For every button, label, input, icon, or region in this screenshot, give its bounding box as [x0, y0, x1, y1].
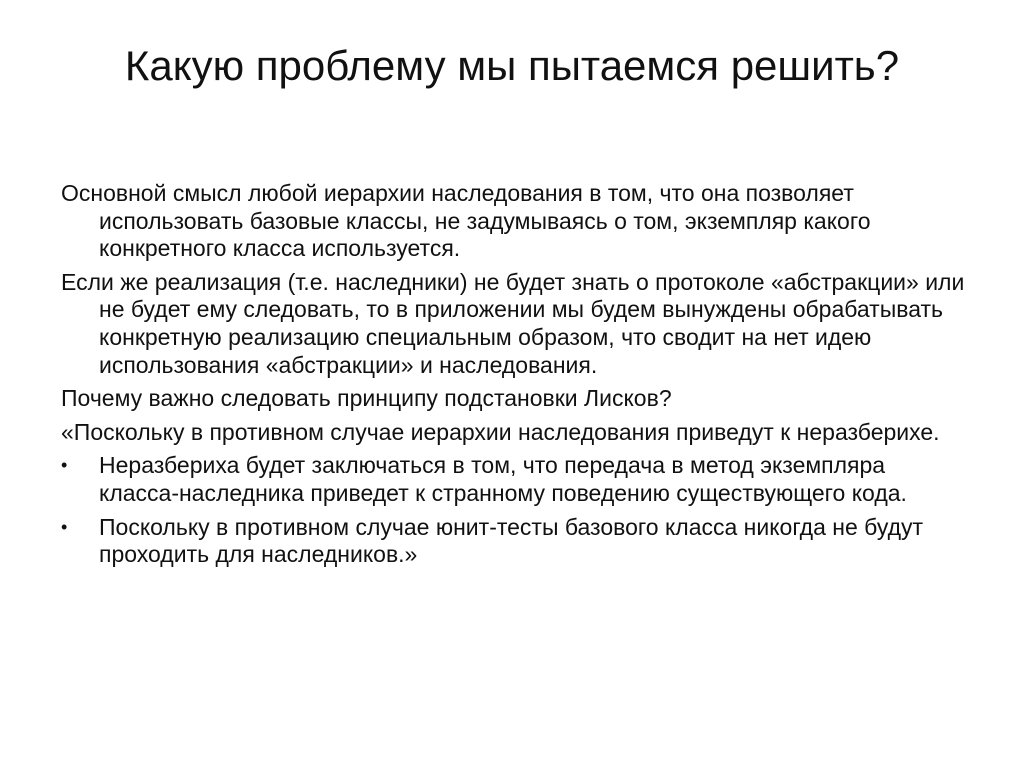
slide-body	[61, 180, 971, 575]
bullet-text: Поскольку в противном случае юнит-тесты базового класса никогда не будут проходить для наследников.»	[99, 513, 924, 568]
slide-title: Какую проблему мы пытаемся решить?	[124, 42, 900, 89]
bullet-text: Неразбериха будет заключаться в том, что передача в метод экземпляра класса-наследника приведет к странному поведению существующего кода.	[99, 452, 907, 506]
bullet-item-confusion	[61, 452, 971, 507]
bullet-dot-icon: •	[61, 516, 68, 537]
paragraph-lsp-answer: «Поскольку в противном случае иерархии наследования приведут к неразберихе.	[61, 418, 940, 445]
paragraph-protocol-violation: Если же реализация (т.е. наследники) не будет знать о протоколе «абстракции» или не будет ему следовать, то в приложении мы будем вынуждены обрабатывать конкретную реализацию специальным образом, что сводит на нет идею использования «абстракции» и наследования.	[61, 268, 965, 378]
bullet-dot-icon: •	[61, 455, 68, 476]
paragraph-inheritance-purpose: Основной смысл любой иерархии наследования в том, что она позволяет использовать базовые классы, не задумываясь о том, экземпляр какого конкретного класса используется.	[61, 180, 871, 262]
bullet-item-unit-tests	[61, 514, 971, 569]
paragraph-lsp-question: Почему важно следовать принципу подстановки Лисков?	[61, 385, 672, 412]
